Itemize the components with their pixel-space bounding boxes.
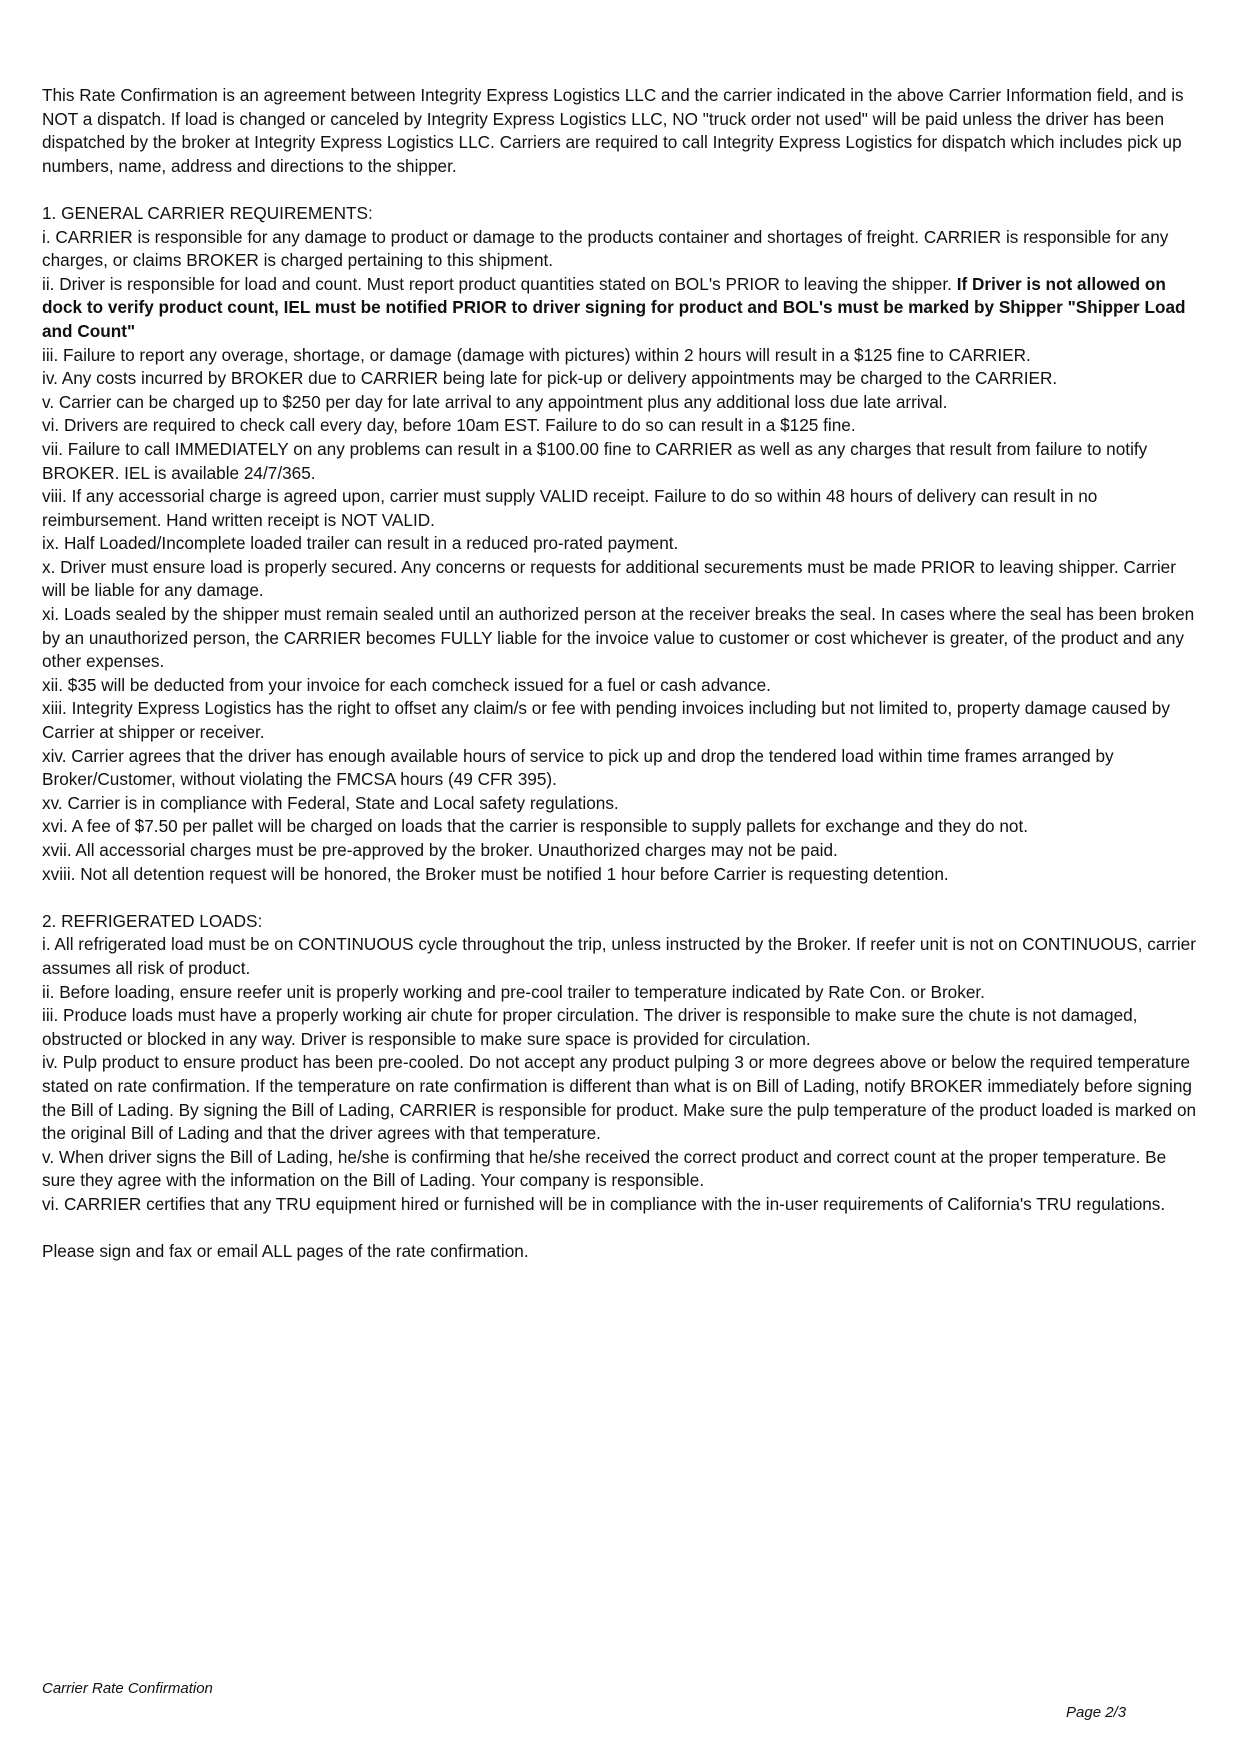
section-1-item-v: v. Carrier can be charged up to $250 per day for late arrival to any appointment plus any additional loss due late arrival. [42, 391, 948, 412]
section-1-item-viii: viii. If any accessorial charge is agreed upon, carrier must supply VALID receipt. Failure to do so within 48 hours of delivery can result in no reimbursement. Hand written receipt is NOT VALID. [42, 486, 1098, 530]
section-1-item-xiv: xiv. Carrier agrees that the driver has enough available hours of service to pick up and drop the tendered load within time frames arranged by Broker/Customer, without violating the FMCSA hours (49 CFR 395). [42, 745, 1114, 790]
section-1-item-i: i. CARRIER is responsible for any damage to product or damage to the products container and shortages of freight. CARRIER is responsible for any charges, or claims BROKER is charged pertaining to this shipment. [42, 226, 1169, 271]
section-2-item-ii: ii. Before loading, ensure reefer unit is properly working and pre-cool trailer to temperature indicated by Rate Con. or Broker. [42, 981, 985, 1002]
section-2-item-iv: iv. Pulp product to ensure product has been pre-cooled. Do not accept any product pulping 3 or more degrees above or below the required temperature stated on rate confirmation. If the temperature on rate confirmation is different than what is on Bill of Lading, notify BROKER immediately before signing the Bill of Lading. By signing the Bill of Lading, CARRIER is responsible for product. Make sure the pulp temperature of the product loaded is marked on the original Bill of Lading and that the driver agrees with that temperature. [42, 1052, 1197, 1144]
section-1-item-ii-text: ii. Driver is responsible for load and count. Must report product quantities stated on BOL's PRIOR to leaving the shipper. [42, 273, 957, 294]
section-1-item-xvii: xvii. All accessorial charges must be pre-approved by the broker. Unauthorized charges may not be paid. [42, 840, 838, 860]
section-1-item-ii-bold: If Driver is not allowed on dock to verify product count, IEL must be notified PRIOR to driver signing for product and BOL's must be marked by Shipper "Shipper Load and Count" [42, 273, 1186, 341]
section-1-item-xv: xv. Carrier is in compliance with Federal, State and Local safety regulations. [42, 792, 619, 813]
section-1-item-xiii: xiii. Integrity Express Logistics has the right to offset any claim/s or fee with pending invoices including but not limited to, property damage caused by Carrier at shipper or receiver. [42, 698, 1170, 743]
closing-instruction: Please sign and fax or email ALL pages of the rate confirmation. [42, 1241, 529, 1262]
footer-document-title: Carrier Rate Confirmation [42, 1680, 213, 1697]
section-1-item-xi: xi. Loads sealed by the shipper must remain sealed until an authorized person at the receiver breaks the seal. In cases where the seal has been broken by an unauthorized person, the CARRIER becomes FULLY liable for the invoice value to customer or cost whichever is greater, of the product and any other expenses. [42, 604, 1195, 672]
section-1-item-vii: vii. Failure to call IMMEDIATELY on any problems can result in a $100.00 fine to CARRIER as well as any charges that result from failure to notify BROKER. IEL is available 24/7/365. [42, 438, 1148, 483]
section-2-heading: 2. REFRIGERATED LOADS: [42, 910, 263, 931]
section-2-item-v: v. When driver signs the Bill of Lading, he/she is confirming that he/she received the correct product and correct count at the proper temperature. Be sure they agree with the information on the Bill of Lading. Your company is responsible. [42, 1146, 1167, 1191]
section-1-item-xii: xii. $35 will be deducted from your invoice for each comcheck issued for a fuel or cash advance. [42, 674, 771, 695]
document-body [42, 84, 1202, 1264]
section-1-item-vi: vi. Drivers are required to check call every day, before 10am EST. Failure to do so can result in a $125 fine. [42, 415, 856, 436]
intro-paragraph: This Rate Confirmation is an agreement between Integrity Express Logistics LLC and the carrier indicated in the above Carrier Information field, and is NOT a dispatch. If load is changed or canceled by Integrity Express Logistics LLC, NO "truck order not used" will be paid unless the driver has been dispatched by the broker at Integrity Express Logistics LLC. Carriers are required to call Integrity Express Logistics for dispatch which includes pick up numbers, name, address and directions to the shipper. [42, 85, 1184, 176]
section-1-item-xvi: xvi. A fee of $7.50 per pallet will be charged on loads that the carrier is responsible to supply pallets for exchange and they do not. [42, 816, 1029, 837]
section-2-item-i: i. All refrigerated load must be on CONTINUOUS cycle throughout the trip, unless instructed by the Broker. If reefer unit is not on CONTINUOUS, carrier assumes all risk of product. [42, 934, 1196, 978]
section-1-item-iii: iii. Failure to report any overage, shortage, or damage (damage with pictures) within 2 hours will result in a $125 fine to CARRIER. [42, 344, 1031, 365]
section-1-item-ix: ix. Half Loaded/Incomplete loaded trailer can result in a reduced pro-rated payment. [42, 533, 679, 554]
section-1-heading: 1. GENERAL CARRIER REQUIREMENTS: [42, 202, 373, 223]
section-1-item-xviii: xviii. Not all detention request will be honored, the Broker must be notified 1 hour before Carrier is requesting detention. [42, 863, 949, 884]
section-1-item-x: x. Driver must ensure load is properly secured. Any concerns or requests for additional securements must be made PRIOR to leaving shipper. Carrier will be liable for any damage. [42, 556, 1176, 601]
footer-page-number: Page 2/3 [1066, 1704, 1127, 1721]
section-2-item-iii: iii. Produce loads must have a properly working air chute for proper circulation. The driver is responsible to make sure the chute is not damaged, obstructed or blocked in any way. Driver is responsible to make sure space is provided for circulation. [42, 1005, 1138, 1049]
section-1-item-iv: iv. Any costs incurred by BROKER due to CARRIER being late for pick-up or delivery appointments may be charged to the CARRIER. [42, 368, 1058, 389]
section-2-item-vi: vi. CARRIER certifies that any TRU equipment hired or furnished will be in compliance with the in-user requirements of California's TRU regulations. [42, 1193, 1166, 1214]
section-1-item-ii [42, 273, 1202, 344]
